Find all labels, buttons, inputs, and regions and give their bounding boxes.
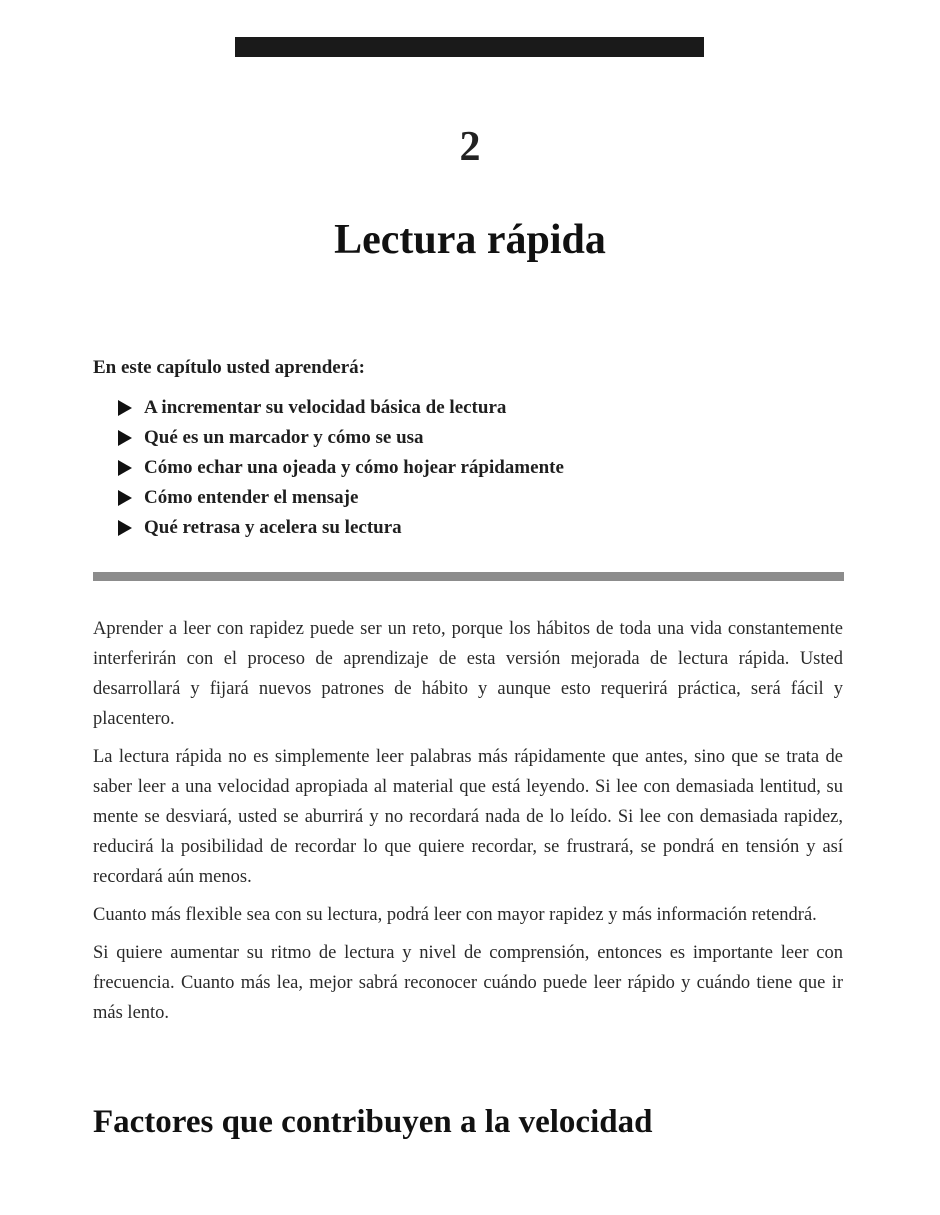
chapter-number: 2 bbox=[459, 124, 481, 170]
paragraph: La lectura rápida no es simplemente leer palabras más rápidamente que antes, sino que se trata de saber leer a una velocidad apropiada al material que está leyendo. Si lee con demasiada lentitud, su mente se desviará, usted se aburrirá y no recordará nada de lo leído. Si lee con demasiada rapidez, reducirá la posibilidad de recordar lo que quiere recordar, se frustrará, se pondrá en tensión y así recordará aún menos. bbox=[93, 747, 843, 887]
chapter-title: Lectura rápida bbox=[334, 217, 606, 263]
objective-item bbox=[118, 513, 564, 543]
objectives-list bbox=[118, 393, 564, 543]
arrow-right-icon bbox=[118, 400, 132, 416]
arrow-right-icon bbox=[118, 430, 132, 446]
objective-text: Qué retrasa y acelera su lectura bbox=[144, 517, 402, 538]
arrow-right-icon bbox=[118, 460, 132, 476]
arrow-right-icon bbox=[118, 490, 132, 506]
objective-text: Qué es un marcador y cómo se usa bbox=[144, 427, 424, 448]
paragraph: Aprender a leer con rapidez puede ser un reto, porque los hábitos de toda una vida constantemente interferirán con el proceso de aprendizaje de esta versión mejorada de lectura rápida. Usted desarrollará y fijará nuevos patrones de hábito y aunque esto requerirá práctica, será fácil y placentero. bbox=[93, 619, 843, 729]
objective-item bbox=[118, 453, 564, 483]
objective-item bbox=[118, 483, 564, 513]
section-divider bbox=[93, 572, 844, 581]
chapter-top-bar bbox=[235, 37, 704, 57]
objectives-intro: En este capítulo usted aprenderá: bbox=[93, 357, 365, 378]
objective-text: Cómo echar una ojeada y cómo hojear rápidamente bbox=[144, 457, 564, 478]
section-heading: Factores que contribuyen a la velocidad bbox=[93, 1104, 653, 1140]
objective-text: A incrementar su velocidad básica de lectura bbox=[144, 397, 507, 418]
objective-text: Cómo entender el mensaje bbox=[144, 487, 359, 508]
paragraph: Cuanto más flexible sea con su lectura, podrá leer con mayor rapidez y más información retendrá. bbox=[93, 905, 817, 925]
arrow-right-icon bbox=[118, 520, 132, 536]
body-text bbox=[93, 614, 843, 1036]
objective-item bbox=[118, 423, 564, 453]
paragraph: Si quiere aumentar su ritmo de lectura y nivel de comprensión, entonces es importante leer con frecuencia. Cuanto más lea, mejor sabrá reconocer cuándo puede leer rápido y cuándo tiene que ir más lento. bbox=[93, 943, 843, 1023]
objective-item bbox=[118, 393, 564, 423]
